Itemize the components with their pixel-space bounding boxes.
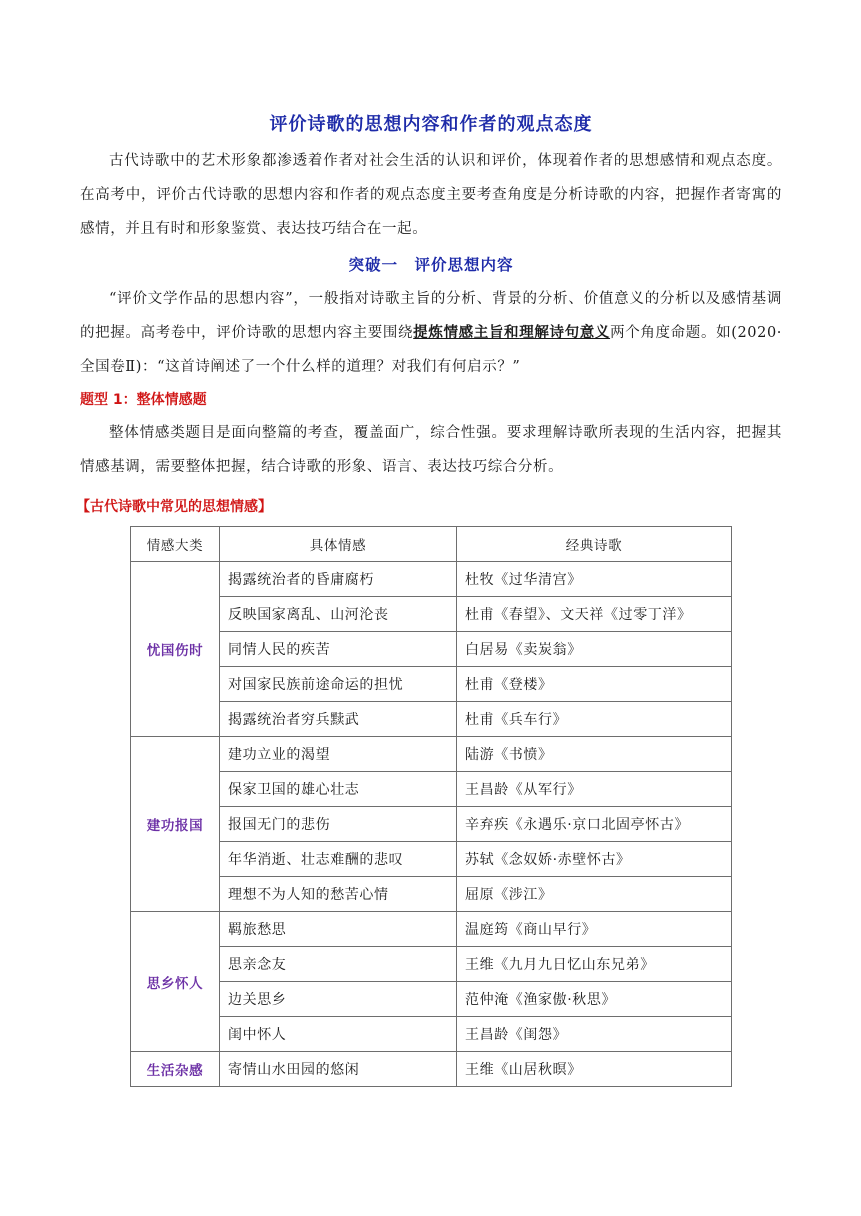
underlined-phrase-emotion-theme: 提炼情感主旨	[413, 324, 505, 341]
poem-cell: 范仲淹《渔家傲·秋思》	[457, 982, 732, 1017]
type1-paragraph: 整体情感类题目是面向整篇的考查，覆盖面广，综合性强。要求理解诗歌所表现的生活内容，把握其情感基调，需要整体把握，结合诗歌的形象、语言、表达技巧综合分析。	[80, 425, 782, 475]
breakthrough-text-after: 两个角度命题。如(2020·全国卷Ⅱ)：“这首诗阐述了一个什么样的道理？对我们有何启示？”	[80, 325, 782, 375]
category-cell: 生活杂感	[131, 1052, 220, 1087]
table-row	[131, 982, 732, 1017]
emotion-cell: 理想不为人知的愁苦心情	[220, 877, 457, 912]
table-row	[131, 912, 732, 947]
emotion-cell: 保家卫国的雄心壮志	[220, 772, 457, 807]
emotion-cell: 建功立业的渴望	[220, 737, 457, 772]
emotion-cell: 闺中怀人	[220, 1017, 457, 1052]
header-category: 情感大类	[131, 527, 220, 562]
poem-cell: 杜甫《兵车行》	[457, 702, 732, 737]
emotion-cell: 反映国家离乱、山河沦丧	[220, 597, 457, 632]
breakthrough-text-before: “评价文学作品的思想内容”，一般指对诗歌主旨的分析、背景的分析、价值意义的分析以及感情基调的把握。高考卷中，评价诗歌的思想内容主要围绕	[80, 291, 782, 341]
table-row	[131, 1052, 732, 1087]
breakthrough-paragraph	[80, 282, 782, 384]
poem-cell: 王维《山居秋暝》	[457, 1052, 732, 1087]
poem-cell: 白居易《卖炭翁》	[457, 632, 732, 667]
header-emotion: 具体情感	[220, 527, 457, 562]
emotion-cell: 羁旅愁思	[220, 912, 457, 947]
table-row	[131, 807, 732, 842]
emotion-cell: 同情人民的疾苦	[220, 632, 457, 667]
emotion-cell: 寄情山水田园的悠闲	[220, 1052, 457, 1087]
poem-cell: 苏轼《念奴娇·赤壁怀古》	[457, 842, 732, 877]
emotion-cell: 边关思乡	[220, 982, 457, 1017]
breakthrough-heading: 突破一 评价思想内容	[348, 256, 514, 274]
table-row	[131, 842, 732, 877]
table-row	[131, 877, 732, 912]
emotions-table	[130, 526, 732, 1087]
table-row	[131, 597, 732, 632]
table-row	[131, 562, 732, 597]
table-row	[131, 947, 732, 982]
table-header-row	[131, 527, 732, 562]
table-row	[131, 772, 732, 807]
poem-cell: 辛弃疾《永遇乐·京口北固亭怀古》	[457, 807, 732, 842]
category-cell: 建功报国	[131, 737, 220, 912]
poem-cell: 温庭筠《商山早行》	[457, 912, 732, 947]
emotion-cell: 对国家民族前途命运的担忧	[220, 667, 457, 702]
category-cell: 忧国伤时	[131, 562, 220, 737]
underlined-phrase-line-meaning: 理解诗句意义	[519, 324, 611, 341]
document-title: 评价诗歌的思想内容和作者的观点态度	[269, 114, 593, 135]
poem-cell: 杜甫《春望》、文天祥《过零丁洋》	[457, 597, 732, 632]
emotion-cell: 年华消逝、壮志难酬的悲叹	[220, 842, 457, 877]
emotion-cell: 揭露统治者的昏庸腐朽	[220, 562, 457, 597]
table-row	[131, 667, 732, 702]
underlined-joiner: 和	[504, 324, 520, 341]
poem-cell: 屈原《涉江》	[457, 877, 732, 912]
poem-cell: 王维《九月九日忆山东兄弟》	[457, 947, 732, 982]
table-heading: 【古代诗歌中常见的思想情感】	[76, 499, 272, 515]
emotion-cell: 揭露统治者穷兵黩武	[220, 702, 457, 737]
category-cell: 思乡怀人	[131, 912, 220, 1052]
type1-heading: 题型 1：整体情感题	[80, 392, 207, 408]
table-row	[131, 632, 732, 667]
poem-cell: 杜甫《登楼》	[457, 667, 732, 702]
document-page	[76, 110, 782, 1087]
poem-cell: 杜牧《过华清宫》	[457, 562, 732, 597]
table-row	[131, 1017, 732, 1052]
emotion-cell: 思亲念友	[220, 947, 457, 982]
header-poem: 经典诗歌	[457, 527, 732, 562]
intro-paragraph: 古代诗歌中的艺术形象都渗透着作者对社会生活的认识和评价，体现着作者的思想感情和观点态度。在高考中，评价古代诗歌的思想内容和作者的观点态度主要考查角度是分析诗歌的内容，把握作者寄寓的感情，并且有时和形象鉴赏、表达技巧结合在一起。	[80, 153, 782, 237]
poem-cell: 王昌龄《闺怨》	[457, 1017, 732, 1052]
table-row	[131, 702, 732, 737]
poem-cell: 陆游《书愤》	[457, 737, 732, 772]
emotion-cell: 报国无门的悲伤	[220, 807, 457, 842]
table-row	[131, 737, 732, 772]
poem-cell: 王昌龄《从军行》	[457, 772, 732, 807]
